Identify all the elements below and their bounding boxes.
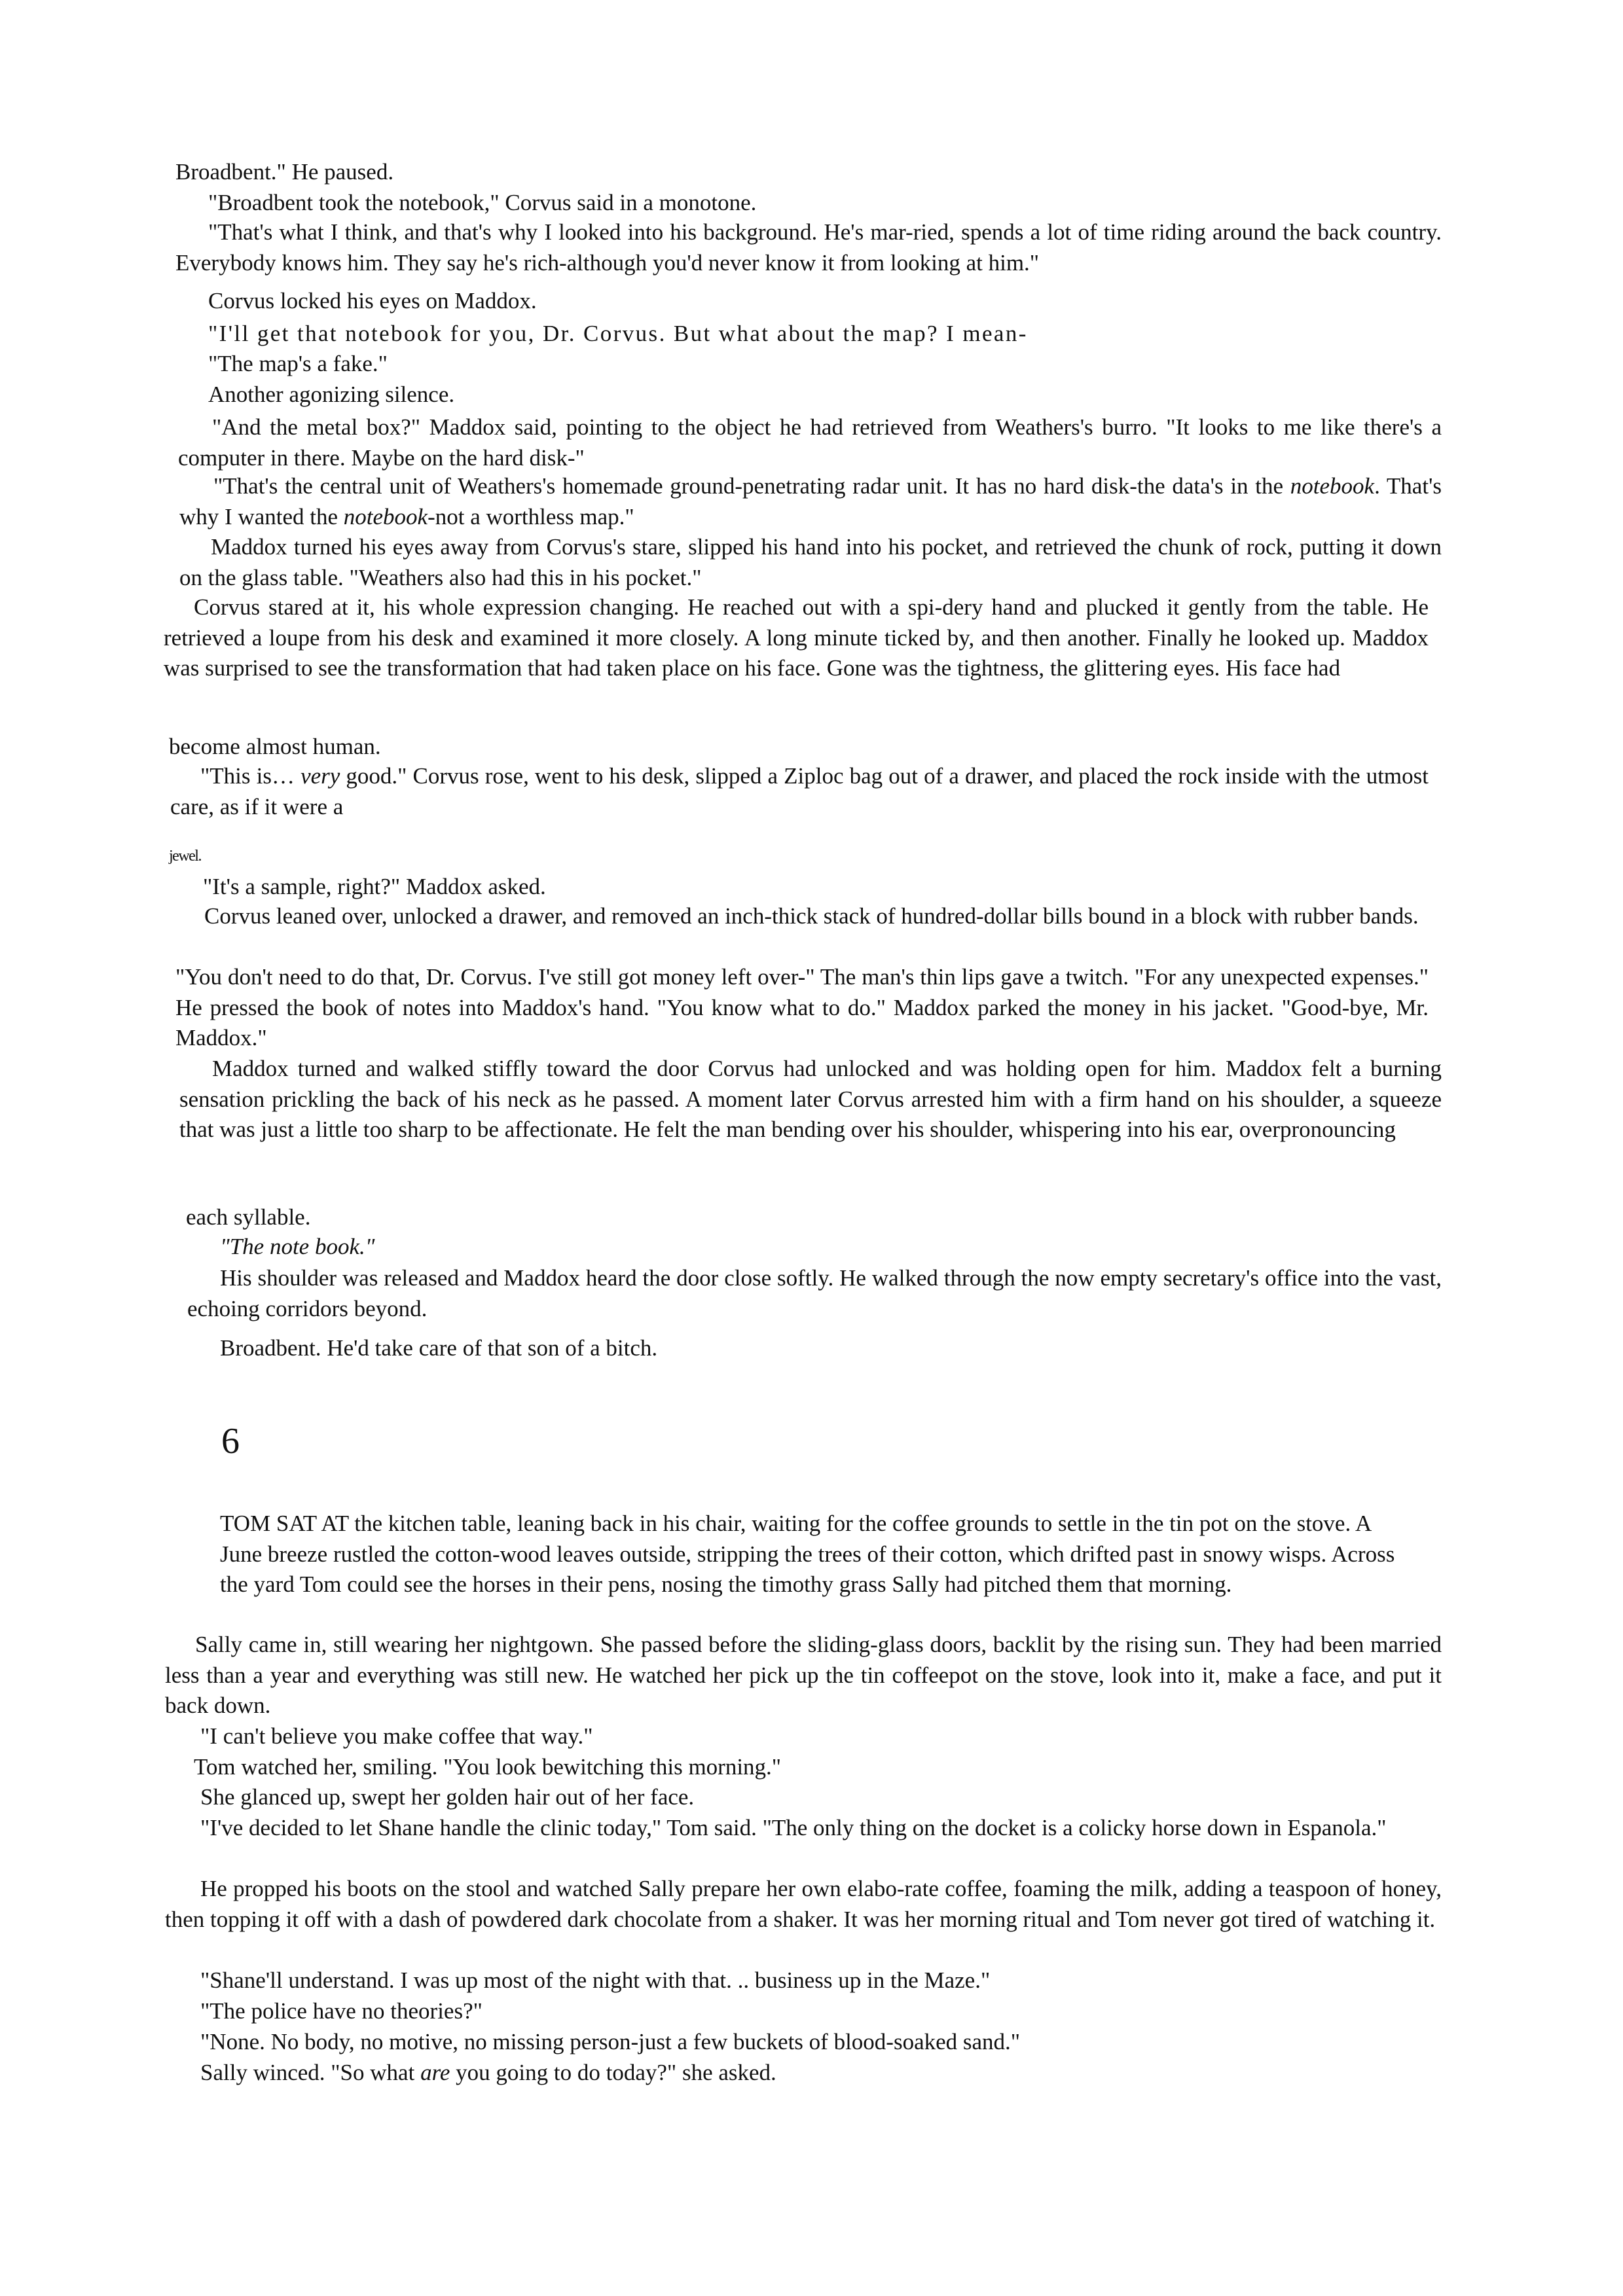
- paragraph: "It's a sample, right?" Maddox asked.: [203, 874, 546, 899]
- paragraph: His shoulder was released and Maddox heard the door close softly. He walked through the now empty secretary's office into the vast, echoing corridors beyond.: [187, 1265, 1442, 1321]
- text-run: "That's the central unit of Weathers's homemade ground-penetrating radar unit. It has no hard disk-the data's in the: [213, 473, 1290, 499]
- text-run: . That's why I wanted the: [179, 473, 1442, 529]
- paragraph: He propped his boots on the stool and watched Sally prepare her own elabo-rate coffee, foaming the milk, adding a teaspoon of honey, then topping it off with a dash of powdered dark chocolate from a shaker. It was her morning ritual and Tom never got tired of watching it.: [165, 1876, 1442, 1932]
- paragraph: Broadbent. He'd take care of that son of a bitch.: [220, 1335, 658, 1361]
- paragraph: "Broadbent took the notebook," Corvus said in a monotone.: [208, 190, 757, 215]
- paragraph: "I've decided to let Shane handle the clinic today," Tom said. "The only thing on the docket is a colicky horse down in Espanola.": [200, 1815, 1387, 1840]
- paragraph: [170, 761, 1429, 822]
- italic-text: are: [420, 2060, 450, 2085]
- text-run: -not a worthless map.": [428, 503, 634, 529]
- paragraph: "The police have no theories?": [200, 1998, 483, 2024]
- text-run: you going to do today?" she asked.: [450, 2060, 776, 2085]
- paragraph: [200, 2058, 776, 2089]
- italic-text: notebook: [343, 503, 428, 529]
- text-run: good." Corvus rose, went to his desk, slipped a Ziploc bag out of a drawer, and placed the rock inside with the utmost care, as if it were a: [170, 763, 1429, 819]
- paragraph: "And the metal box?" Maddox said, pointing to the object he had retrieved from Weathers's burro. "It looks to me like there's a computer in there. Maybe on the hard disk-": [178, 414, 1442, 471]
- paragraph: Tom watched her, smiling. "You look bewitching this morning.": [194, 1754, 782, 1780]
- paragraph: "Shane'll understand. I was up most of the night with that. .. business up in the Maze.": [200, 1967, 991, 1993]
- paragraph: TOM SAT AT the kitchen table, leaning back in his chair, waiting for the coffee grounds to settle in the tin pot on the stove. A June breeze rustled the cotton-wood leaves outside, stripping the trees of their cotton, which drifted past in snowy wisps. Across the yard Tom could see the horses in their pens, nosing the timothy grass Sally had pitched them that morning.: [220, 1511, 1395, 1597]
- paragraph: "That's what I think, and that's why I looked into his background. He's mar-ried, spends a lot of time riding around the back country. Everybody knows him. They say he's rich-although you'd never know it from looking at him.": [175, 219, 1442, 276]
- paragraph: Corvus leaned over, unlocked a drawer, and removed an inch-thick stack of hundred-dollar bills bound in a block with rubber bands.: [204, 903, 1419, 929]
- paragraph: "I can't believe you make coffee that way.": [200, 1723, 593, 1749]
- italic-text: notebook: [1290, 473, 1375, 499]
- paragraph: [220, 1232, 374, 1263]
- paragraph: each syllable.: [186, 1204, 311, 1230]
- paragraph: Another agonizing silence.: [208, 382, 455, 407]
- italic-text: very: [301, 763, 340, 789]
- paragraph: "I'll get that notebook for you, Dr. Corvus. But what about the map? I mean-: [208, 321, 1028, 346]
- chapter-number: 6: [221, 1421, 240, 1462]
- paragraph: become almost human.: [169, 734, 381, 759]
- paragraph: "You don't need to do that, Dr. Corvus. I've still got money left over-" The man's thin lips gave a twitch. "For any unexpected expenses." He pressed the book of notes into Maddox's hand. "You know what to do." Maddox parked the money in his jacket. "Good-bye, Mr. Maddox.": [175, 964, 1429, 1050]
- paragraph: [179, 471, 1442, 532]
- paragraph: Maddox turned and walked stiffly toward the door Corvus had unlocked and was holding open for him. Maddox felt a burning sensation prickling the back of his neck as he passed. A moment later Corvus arrested him with a firm hand on his shoulder, a squeeze that was just a little too sharp to be affectionate. He felt the man bending over his shoulder, whispering into his ear, overpronouncing: [179, 1056, 1442, 1142]
- paragraph: Broadbent." He paused.: [175, 159, 394, 185]
- paragraph: jewel.: [169, 848, 201, 865]
- paragraph: "The map's a fake.": [208, 351, 388, 376]
- paragraph: Corvus locked his eyes on Maddox.: [208, 288, 537, 314]
- text-run: "This is…: [200, 763, 301, 789]
- paragraph: Maddox turned his eyes away from Corvus's stare, slipped his hand into his pocket, and retrieved the chunk of rock, putting it down on the glass table. "Weathers also had this in his pocket.": [179, 534, 1442, 590]
- italic-text: "The note book.": [220, 1234, 375, 1259]
- paragraph: Sally came in, still wearing her nightgown. She passed before the sliding-glass doors, backlit by the rising sun. They had been married less than a year and everything was still new. He watched her pick up the tin coffeepot on the stove, look into it, make a face, and put it back down.: [165, 1632, 1442, 1718]
- paragraph: "None. No body, no motive, no missing person-just a few buckets of blood-soaked sand.": [200, 2029, 1021, 2054]
- paragraph: She glanced up, swept her golden hair out of her face.: [200, 1784, 695, 1810]
- paragraph: Corvus stared at it, his whole expression changing. He reached out with a spi-dery hand and plucked it gently from the table. He retrieved a loupe from his desk and examined it more closely. A long minute ticked by, and then another. Finally he looked up. Maddox was surprised to see the transformation that had taken place on his face. Gone was the tightness, the glittering eyes. His face had: [164, 594, 1429, 681]
- text-run: Sally winced. "So what: [200, 2060, 421, 2085]
